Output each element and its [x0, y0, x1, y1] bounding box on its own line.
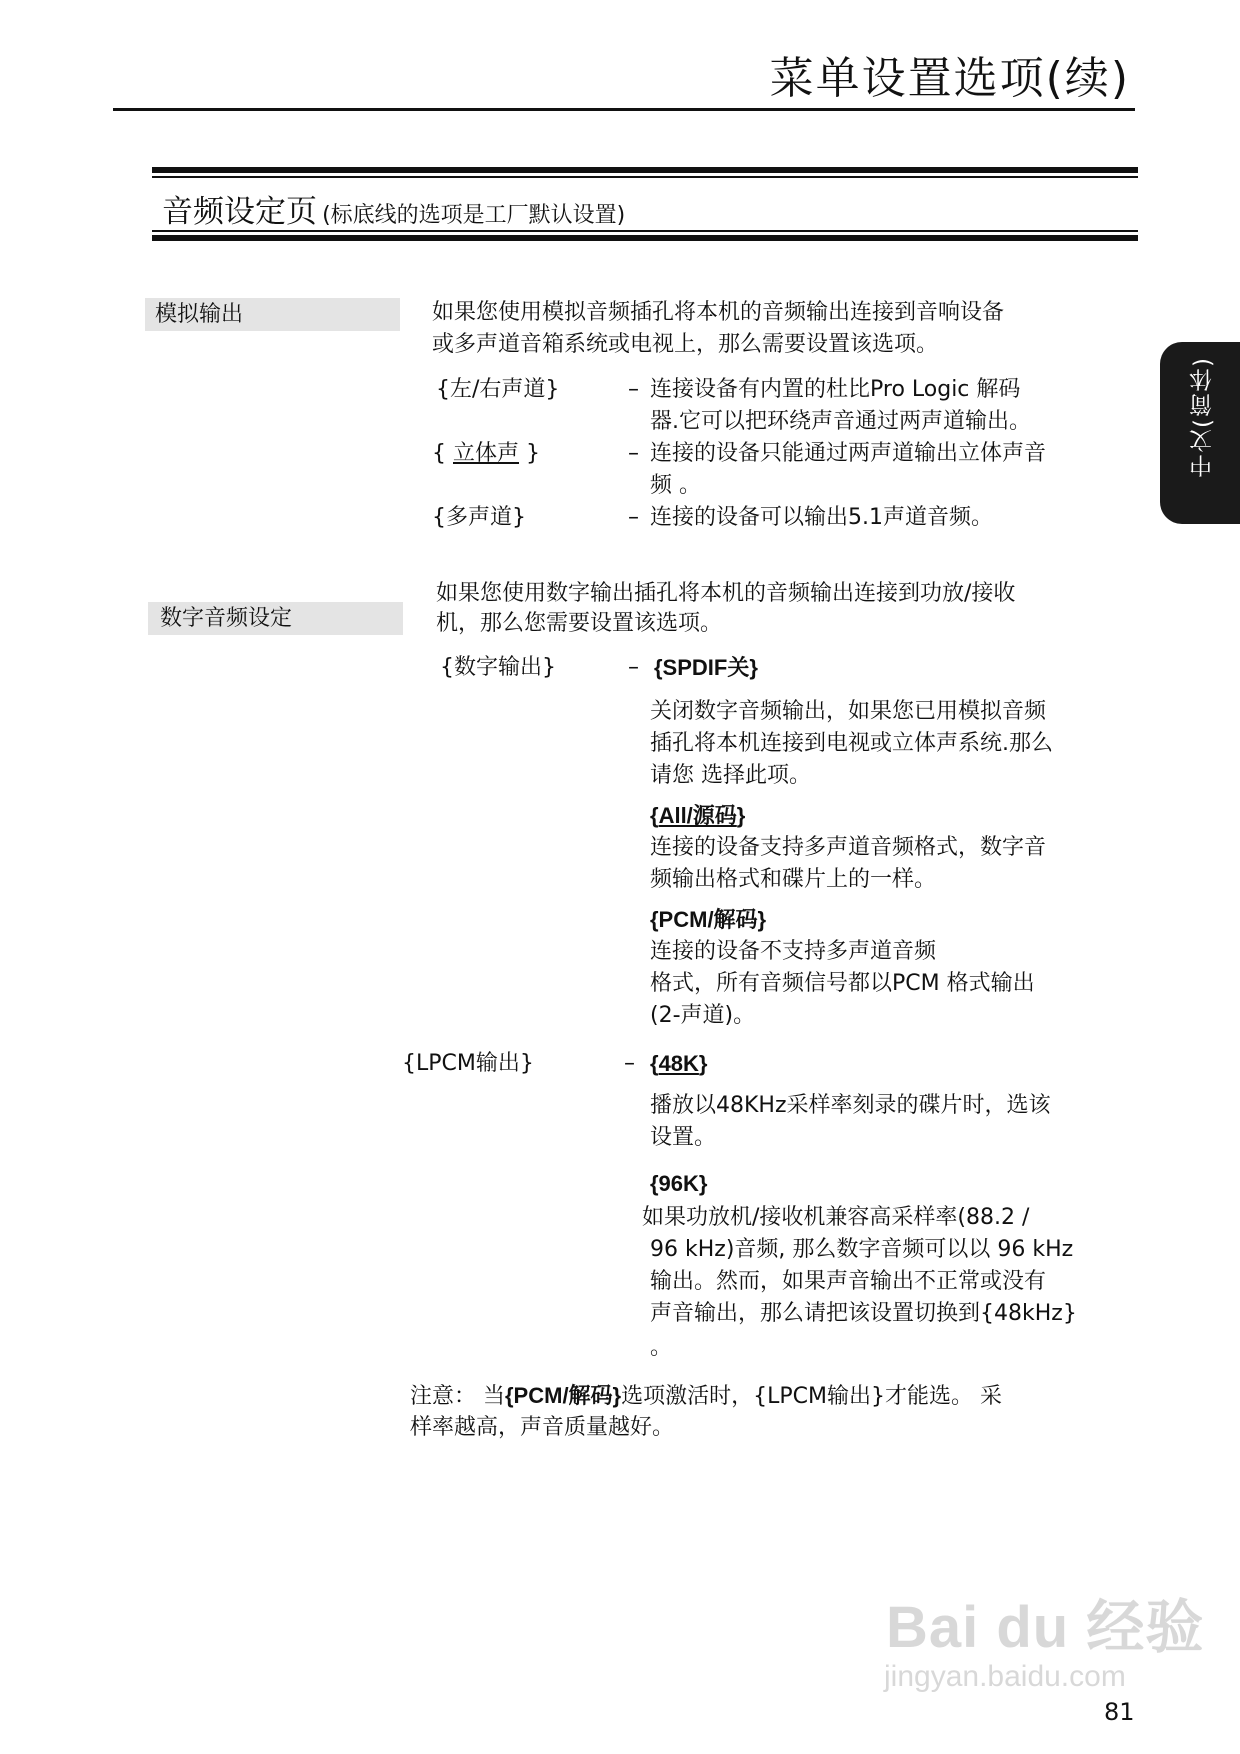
option-desc-line: 插孔将本机连接到电视或立体声系统.那么: [650, 731, 1053, 756]
section-note: (标底线的选项是工厂默认设置): [322, 203, 626, 228]
option-desc-line: 连接的设备只能通过两声道输出立体声音: [650, 441, 1047, 466]
default-option-48k: 48K: [658, 1051, 699, 1076]
option-dash: –: [628, 377, 639, 402]
option-desc-line: (2-声道)。: [650, 1003, 756, 1028]
option-desc-line: 格式，所有音频信号都以PCM 格式输出: [650, 971, 1035, 996]
option-desc-line: 器.它可以把环绕声音通过两声道输出。: [650, 409, 1031, 434]
baidu-watermark-url: jingyan.baidu.com: [884, 1660, 1126, 1693]
option-48k: {48K}: [650, 1051, 708, 1076]
option-lpcm-output: {LPCM输出}: [402, 1051, 534, 1076]
note-line-1: 注意： 当{PCM/解码}选项激活时，{LPCM输出}才能选。 采: [410, 1383, 1002, 1409]
analog-intro-line-1: 如果您使用模拟音频插孔将本机的音频输出连接到音响设备: [432, 300, 1005, 325]
option-desc-line: 96 kHz)音频, 那么数字音频可以以 96 kHz: [650, 1237, 1074, 1262]
option-desc-line: 频输出格式和碟片上的一样。: [650, 867, 937, 892]
default-option-all-source: All/源码: [658, 803, 737, 828]
option-desc-line: 如果功放机/接收机兼容高采样率(88.2 /: [642, 1205, 1030, 1230]
option-dash: –: [628, 505, 639, 530]
digital-audio-label: 数字音频设定: [148, 602, 403, 635]
section-rule-bottom-thin: [152, 230, 1138, 232]
option-desc-line: 声音输出，那么请把该设置切换到{48kHz}: [650, 1301, 1077, 1326]
option-dash: –: [628, 441, 639, 466]
option-all-source: {All/源码}: [650, 803, 746, 828]
option-desc-line: 播放以48KHz采样率刻录的碟片时，选该: [650, 1093, 1051, 1118]
section-title: 音频设定页: [162, 194, 317, 230]
option-desc-line: 连接的设备支持多声道音频格式，数字音: [650, 835, 1047, 860]
option-desc-line: 设置。: [650, 1125, 717, 1150]
page-number: 81: [1104, 1698, 1135, 1726]
default-option-stereo: 立体声: [453, 441, 520, 466]
option-left-right-channel: {左/右声道}: [436, 377, 560, 402]
header-rule: [113, 108, 1135, 111]
analog-output-label: 模拟输出: [145, 298, 400, 331]
option-desc-line: 请您 选择此项。: [650, 763, 811, 788]
option-desc-line: 连接的设备可以输出5.1声道音频。: [650, 505, 993, 530]
baidu-watermark-logo: Bai du 经验: [886, 1595, 1205, 1660]
option-desc-line: 。: [650, 1335, 673, 1360]
option-desc-line: 连接设备有内置的杜比Pro Logic 解码: [650, 377, 1021, 402]
option-96k: {96K}: [650, 1171, 708, 1196]
option-desc-line: 连接的设备不支持多声道音频: [650, 939, 937, 964]
option-desc-line: 关闭数字音频输出，如果您已用模拟音频: [650, 699, 1047, 724]
option-digital-output: {数字输出}: [440, 655, 556, 680]
section-heading: [162, 186, 625, 231]
section-rule-top-thin: [152, 176, 1138, 178]
option-dash: –: [628, 655, 639, 680]
option-spdif-off: {SPDIF关}: [654, 655, 758, 680]
language-side-tab: [1160, 342, 1240, 524]
option-stereo: { 立体声 }: [432, 441, 541, 466]
option-pcm-decode: {PCM/解码}: [650, 907, 767, 932]
language-side-tab-label: 中文(简体): [1190, 356, 1216, 478]
note-line-2: 样率越高，声音质量越好。: [410, 1415, 675, 1440]
digital-intro-line-2: 机，那么您需要设置该选项。: [436, 611, 723, 636]
option-desc-line: 频 。: [650, 473, 701, 498]
section-rule-bottom-thick: [152, 235, 1138, 241]
option-multichannel: {多声道}: [432, 505, 526, 530]
option-dash: –: [624, 1051, 635, 1076]
analog-intro-line-2: 或多声道音箱系统或电视上，那么需要设置该选项。: [432, 332, 939, 357]
page-header-title: 菜单设置选项(续): [769, 53, 1130, 104]
option-desc-line: 输出。然而，如果声音输出不正常或没有: [650, 1269, 1047, 1294]
section-rule-top-thick: [152, 167, 1138, 173]
digital-intro-line-1: 如果您使用数字输出插孔将本机的音频输出连接到功放/接收: [436, 581, 1016, 606]
